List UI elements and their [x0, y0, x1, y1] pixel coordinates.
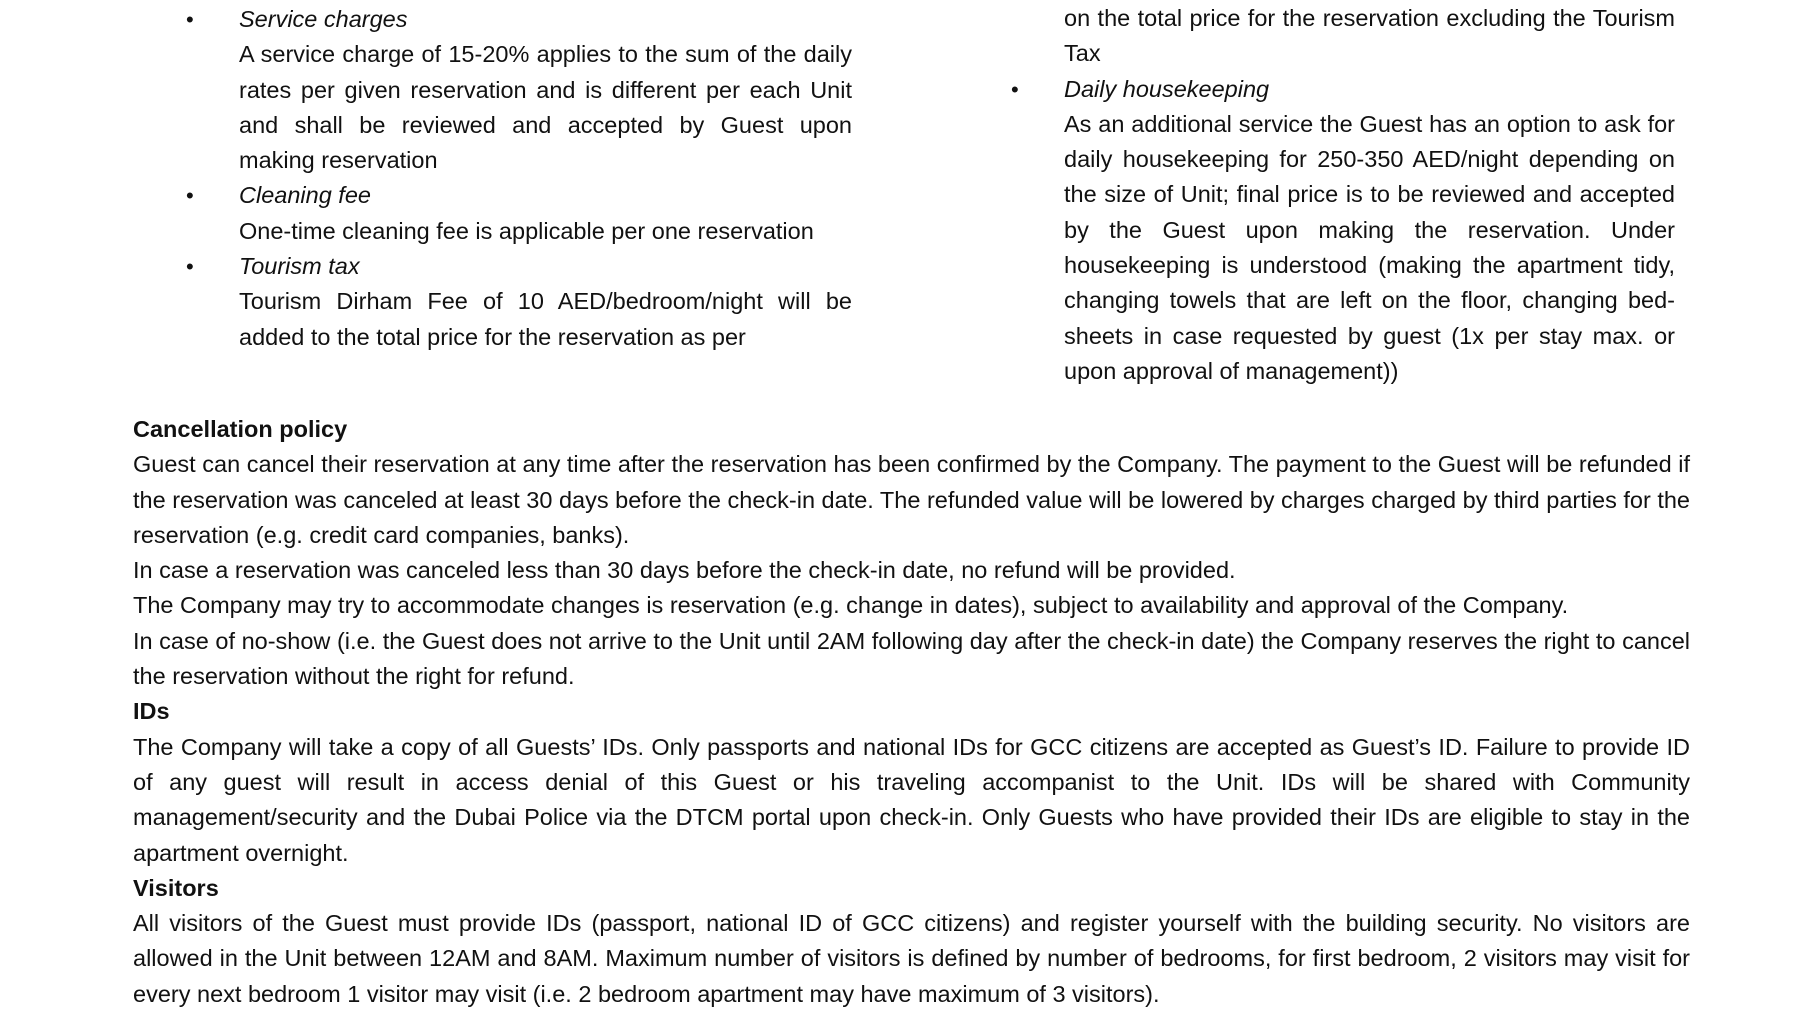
right-column [1011, 1, 1675, 389]
section-visitors [133, 871, 1690, 1012]
item-body: As an additional service the Guest has an option to ask for daily housekeeping for 250-350 AED/night depending on the size of Unit; final price is to be reviewed and accepted by the Guest upon making the reservation. Under housekeeping is understood (making the apartment tidy, changing towels that are left on the floor, changing bed-sheets in case requested by guest (1x per stay max. or upon approval of management)) [1064, 110, 1675, 384]
two-column-section [0, 0, 1800, 390]
section-heading: IDs [133, 698, 170, 725]
item-title: Daily housekeeping [1064, 75, 1270, 102]
section-paragraph: The Company may try to accommodate changes is reservation (e.g. change in dates), subject to availability and approval of the Company. [133, 592, 1569, 619]
section-heading: Cancellation policy [133, 416, 348, 442]
section-paragraph: Guest can cancel their reservation at any time after the reservation has been confirmed by the Company. The payment to the Guest will be refunded if the reservation was canceled at least 30 days before the check-in date. The refunded value will be lowered by charges charged by third parties for the reservation (e.g. credit card companies, banks). [133, 451, 1690, 548]
item-body: One-time cleaning fee is applicable per one reservation [239, 217, 814, 244]
list-item-tourism-tax [186, 249, 852, 355]
section-heading: Visitors [133, 874, 219, 901]
policy-sections [133, 412, 1690, 1012]
item-title: Tourism tax [239, 253, 360, 280]
item-body: Tourism Dirham Fee of 10 AED/bedroom/night will be added to the total price for the reservation as per [239, 288, 852, 350]
list-item-daily-housekeeping [1011, 72, 1675, 390]
bullet-icon: • [186, 183, 194, 209]
bullet-icon: • [1011, 76, 1019, 102]
section-paragraph: The Company will take a copy of all Guests’ IDs. Only passports and national IDs for GCC citizens are accepted as Guest’s ID. Failure to provide ID of any guest will result in access denial of this Guest or his traveling accompanist to the Unit. IDs will be shared with Community management/security and the Dubai Police via the DTCM portal upon check-in. Only Guests who have provided their IDs are eligible to stay in the apartment overnight. [133, 733, 1690, 866]
section-paragraph: In case of no-show (i.e. the Guest does not arrive to the Unit until 2AM following day after the check-in date) the Company reserves the right to cancel the reservation without the right for refund. [133, 627, 1690, 690]
section-paragraph: In case a reservation was canceled less than 30 days before the check-in date, no refund will be provided. [133, 557, 1236, 584]
item-title: Service charges [239, 6, 408, 32]
left-column [186, 2, 852, 355]
bullet-icon: • [186, 254, 194, 280]
bullet-icon: • [186, 7, 194, 32]
section-ids [133, 694, 1690, 870]
item-title: Cleaning fee [239, 182, 371, 209]
list-item-service-charges [186, 2, 852, 178]
section-paragraph: All visitors of the Guest must provide IDs (passport, national ID of GCC citizens) and register yourself with the building security. No visitors are allowed in the Unit between 12AM and 8AM. Maximum number of visitors is defined by number of bedrooms, for first bedroom, 2 visitors may visit for every next bedroom 1 visitor may visit (i.e. 2 bedroom apartment may have maximum of 3 visitors). [133, 910, 1690, 1007]
continued-text: on the total price for the reservation excluding the Tourism Tax [1064, 5, 1675, 67]
section-cancellation-policy [133, 412, 1690, 694]
item-body: A service charge of 15-20% applies to the sum of the daily rates per given reservation and is different per each Unit and shall be reviewed and accepted by Guest upon making reservation [239, 41, 852, 174]
list-item-cleaning-fee [186, 178, 852, 249]
